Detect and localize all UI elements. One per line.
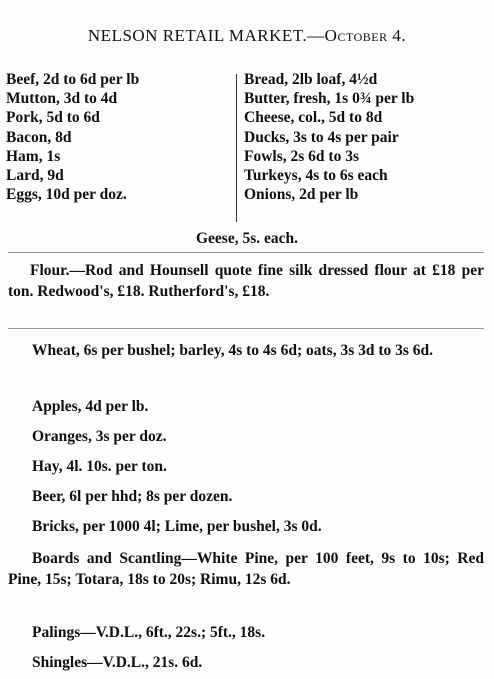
price-item: Onions, 2d per lb [244,186,359,204]
price-item: Bacon, 8d [6,128,72,146]
price-item: Pork, 5d to 6d [6,109,100,127]
left-price-column [6,70,231,204]
palings-line: Palings—V.D.L., 6ft., 22s.; 5ft., 18s. [32,624,266,641]
price-item: Bread, 2lb loaf, 4½d [244,71,378,88]
price-item: Ducks, 3s to 4s per pair [244,128,399,146]
flour-paragraph: Flour.—Rod and Hounsell quote fine silk dressed flour at £18 per ton. Redwood's, £18. Rutherford's, £18. [8,262,484,300]
divider-rule [8,252,484,253]
price-item: Cheese, col., 5d to 8d [244,109,383,127]
divider-rule [8,328,484,329]
bricks-line: Bricks, per 1000 4l; Lime, per bushel, 3s 0d. [32,518,322,535]
geese-line: Geese, 5s. each. [195,230,298,247]
apples-line: Apples, 4d per lb. [32,398,149,415]
price-item: Eggs, 10d per doz. [6,186,127,204]
price-item: Butter, fresh, 1s 0¾ per lb [244,90,415,108]
oranges-line: Oranges, 3s per doz. [32,428,167,445]
price-item: Ham, 1s [6,147,61,165]
hay-line: Hay, 4l. 10s. per ton. [32,458,167,475]
page-title [0,26,494,46]
price-item: Lard, 9d [6,167,64,185]
price-item: Beef, 2d to 6d per lb [6,71,140,88]
price-item: Turkeys, 4s to 6s each [244,167,388,185]
price-item: Mutton, 3d to 4d [6,90,118,108]
beer-line: Beer, 6l per hhd; 8s per dozen. [32,488,233,505]
boards-paragraph: Boards and Scantling—White Pine, per 100 feet, 9s to 10s; Red Pine, 15s; Totara, 18s to 20s; Rimu, 12s 6d. [8,550,484,588]
title-date: October 4. [324,26,407,45]
price-item: Fowls, 2s 6d to 3s [244,147,359,165]
column-divider [236,74,237,222]
title-text: NELSON RETAIL MARKET.— [87,26,325,45]
shingles-line: Shingles—V.D.L., 21s. 6d. [32,654,203,671]
wheat-paragraph: Wheat, 6s per bushel; barley, 4s to 4s 6d; oats, 3s 3d to 3s 6d. [32,342,434,359]
right-price-column [244,70,489,204]
